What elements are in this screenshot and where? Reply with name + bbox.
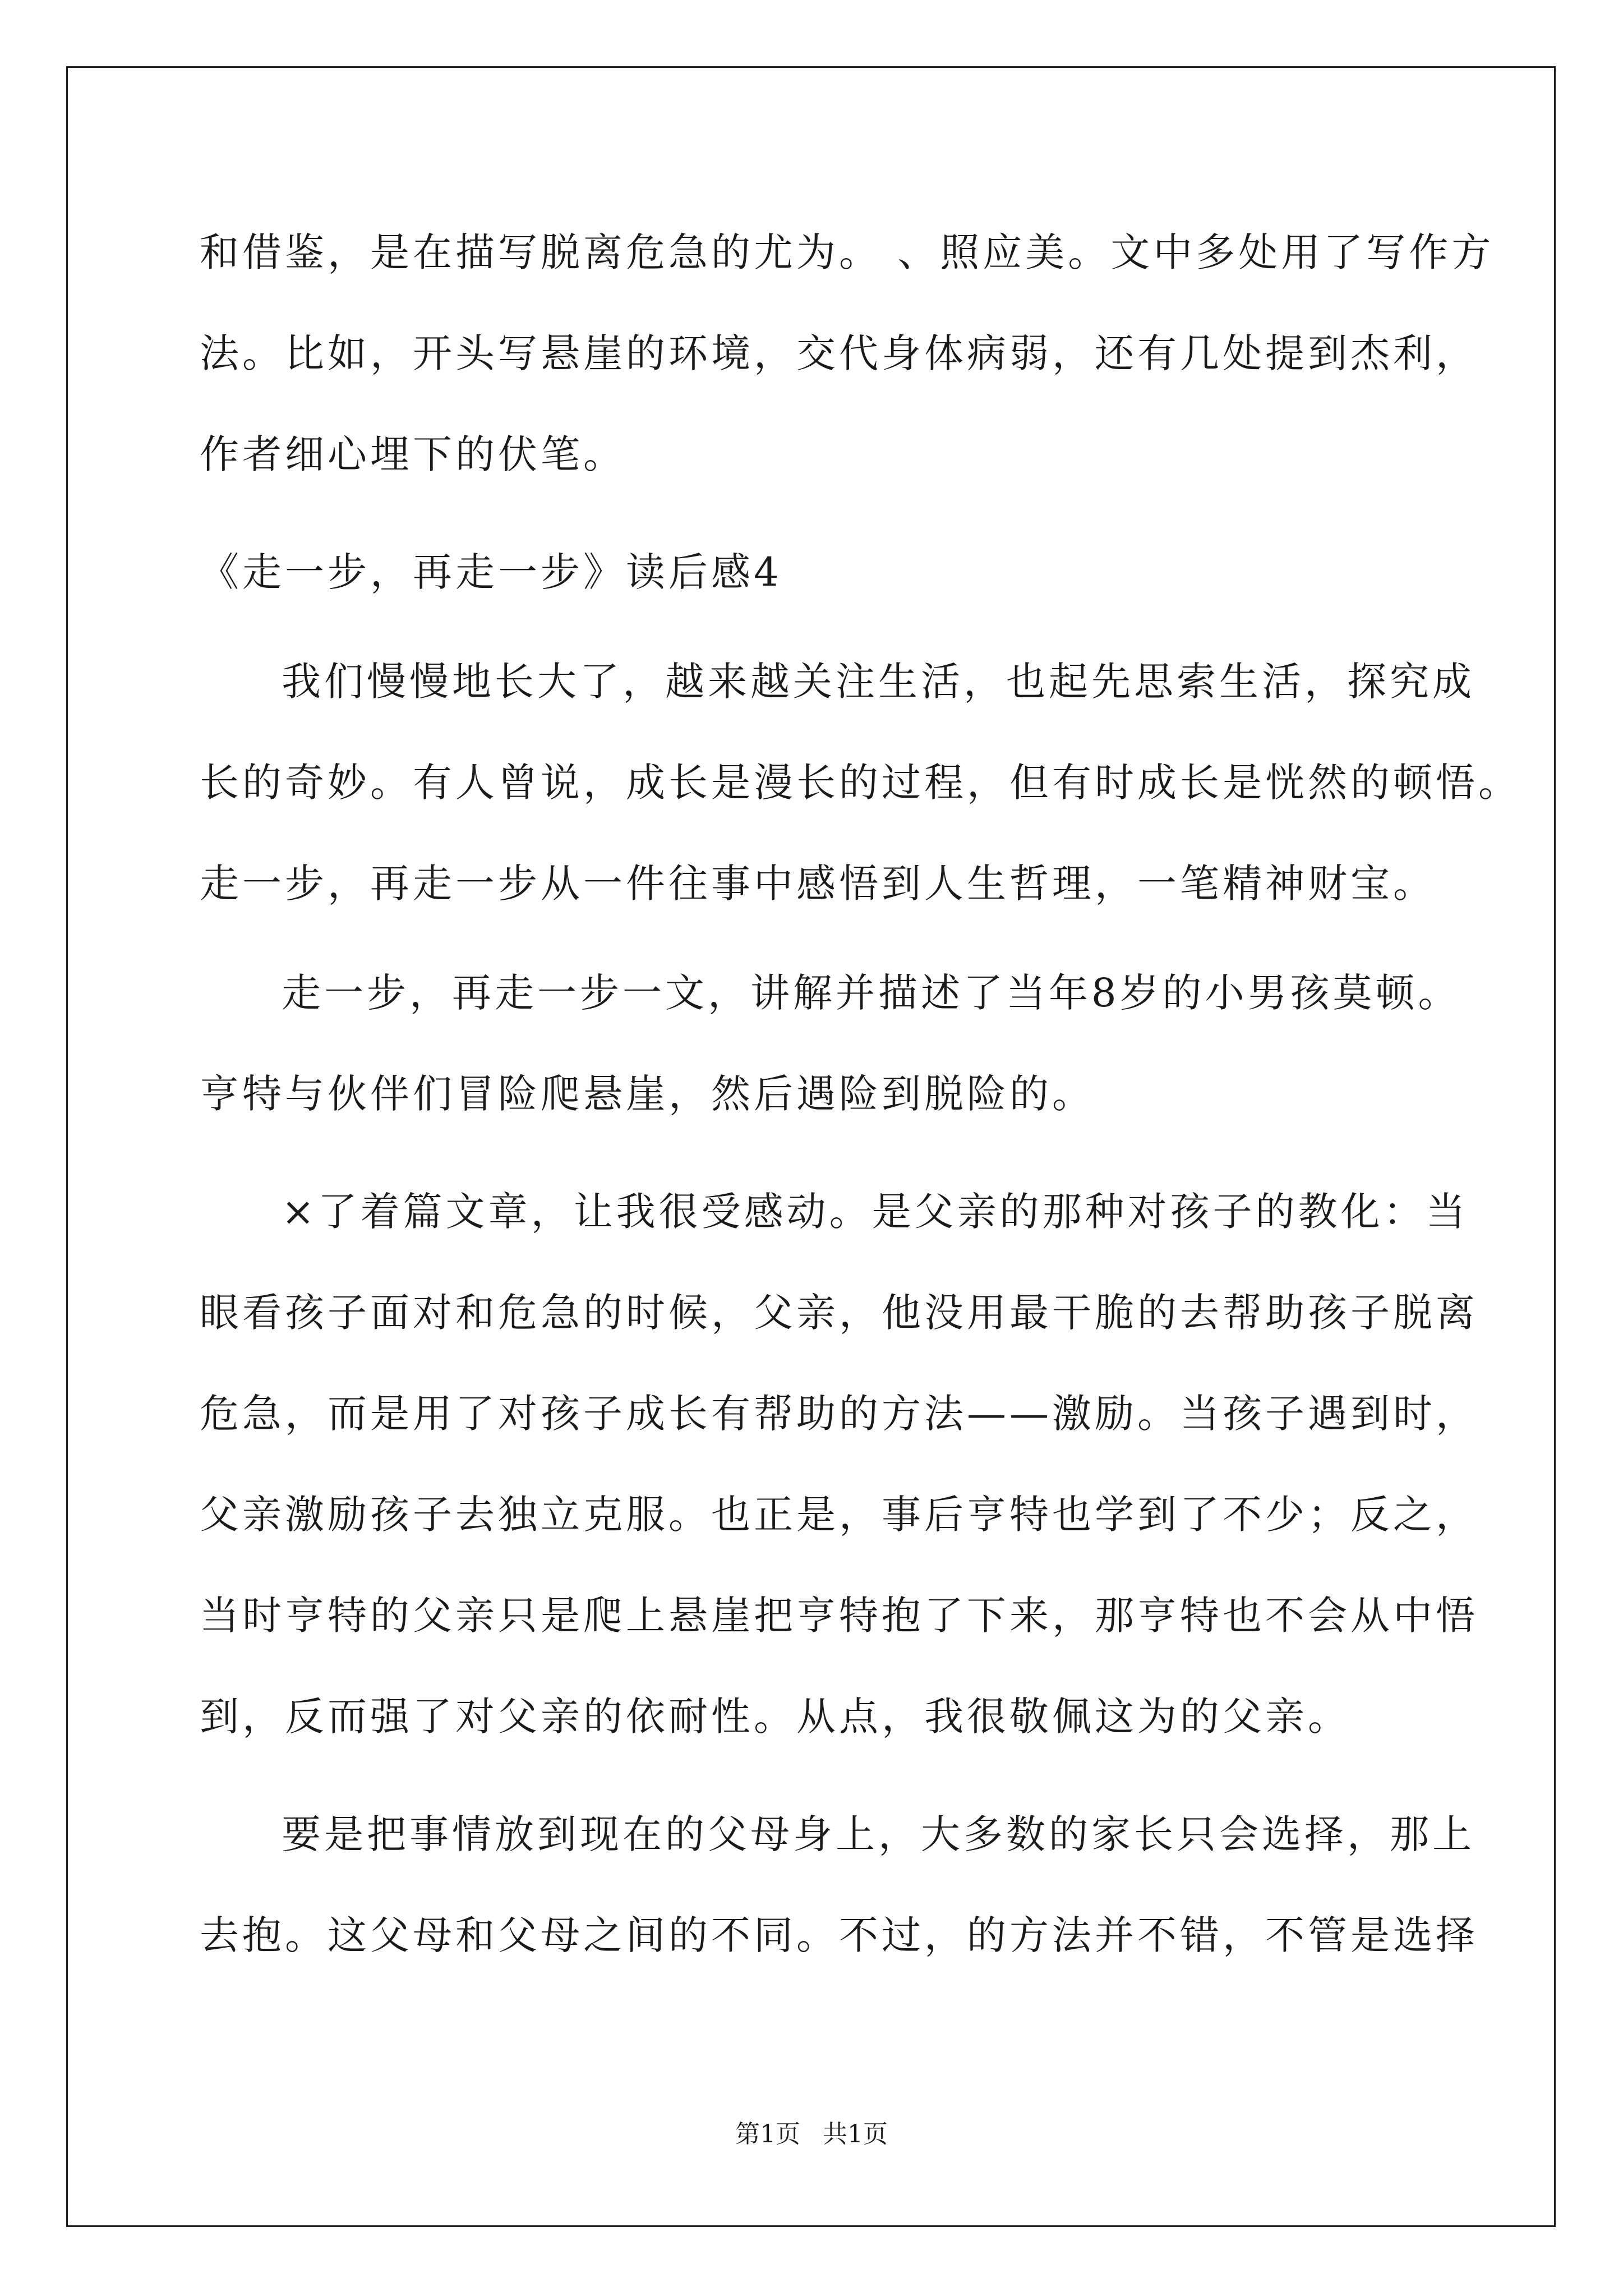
text-line: 眼看孩子面对和危急的时候，父亲，他没用最干脆的去帮助孩子脱离 — [200, 1290, 1478, 1336]
page-frame — [66, 66, 1556, 2227]
text-line: 和借鉴，是在描写脱离危急的尤为。 、照应美。文中多处用了写作方 — [200, 229, 1495, 275]
text-line: 法。比如，开头写悬崖的环境，交代身体病弱，还有几处提到杰利， — [200, 330, 1478, 376]
text-line: 危急，而是用了对孩子成长有帮助的方法——激励。当孩子遇到时， — [200, 1391, 1478, 1437]
section-heading: 《走一步，再走一步》读后感4 — [200, 549, 782, 595]
text-line: 去抱。这父母和父母之间的不同。不过，的方法并不错，不管是选择 — [200, 1912, 1478, 1958]
text-line: 走一步，再走一步一文，讲解并描述了当年8岁的小男孩莫顿。 — [282, 970, 1461, 1016]
text-line: 我们慢慢地长大了，越来越关注生活，也起先思索生活，探究成 — [282, 659, 1475, 705]
text-line: 当时亨特的父亲只是爬上悬崖把亨特抱了下来，那亨特也不会从中悟 — [200, 1593, 1478, 1639]
page-footer — [0, 2118, 1623, 2151]
text-line: 要是把事情放到现在的父母身上，大多数的家长只会选择，那上 — [282, 1811, 1475, 1857]
text-line: 长的奇妙。有人曾说，成长是漫长的过程，但有时成长是恍然的顿悟。 — [200, 760, 1521, 806]
text-line: 作者细心埋下的伏笔。 — [200, 431, 626, 477]
page-number: 第1页 — [735, 2120, 800, 2148]
text-line: 父亲激励孩子去独立克服。也正是，事后亨特也学到了不少；反之， — [200, 1492, 1478, 1538]
text-line: ×了着篇文章，让我很受感动。是父亲的那种对孩子的教化：当 — [282, 1189, 1469, 1235]
text-line: 走一步，再走一步从一件往事中感悟到人生哲理，一笔精神财宝。 — [200, 861, 1436, 907]
page-total: 共1页 — [823, 2120, 888, 2148]
text-line: 到，反而强了对父亲的依耐性。从点，我很敬佩这为的父亲。 — [200, 1694, 1350, 1740]
text-line: 亨特与伙伴们冒险爬悬崖，然后遇险到脱险的。 — [200, 1071, 1095, 1117]
